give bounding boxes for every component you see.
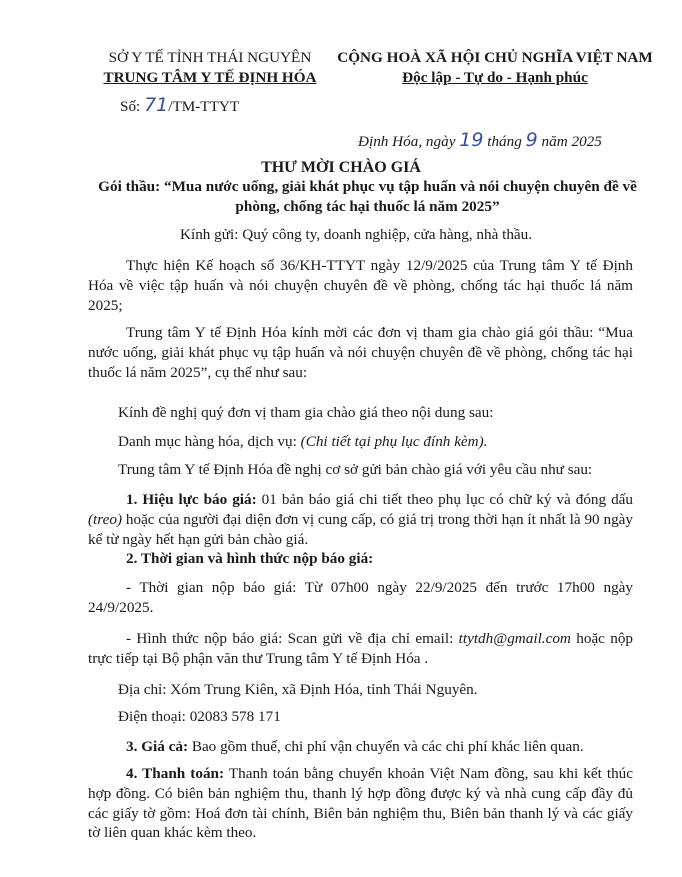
org-parent: SỞ Y TẾ TỈNH THÁI NGUYÊN <box>108 49 312 66</box>
section-price-heading: 3. Giá cả: <box>126 738 189 755</box>
submission-method-a: - Hình thức nộp báo giá: Scan gửi về địa chỉ email: <box>126 630 454 647</box>
date-month-label: tháng <box>487 133 522 150</box>
paragraph-requirements: Trung tâm Y tế Định Hóa đề nghị cơ sở gửi bản chào giá với yêu cầu như sau: <box>118 461 593 478</box>
section-validity-italic: (treo) <box>88 510 123 528</box>
package-name: Gói thầu: “Mua nước uống, giải khát phục vụ tập huấn và nói chuyện chuyên đề về phòng, chống tác hại thuốc lá năm 2025” <box>98 178 637 215</box>
section-price-text: Bao gồm thuế, chi phí vận chuyển và các chi phí khác liên quan. <box>191 738 584 755</box>
date-month-handwritten: 9 <box>525 129 538 151</box>
document-title: THƯ MỜI CHÀO GIÁ <box>261 159 421 176</box>
paragraph-plan: Thực hiện Kế hoạch số 36/KH-TTYT ngày 12/9/2025 của Trung tâm Y tế Định Hóa về việc tập huấn và nói chuyện chuyên đề về phòng, chống tác hại thuốc lá năm 2025; <box>88 257 633 314</box>
goods-list-text: Danh mục hàng hóa, dịch vụ: <box>118 433 297 450</box>
paragraph-request: Kính đề nghị quý đơn vị tham gia chào giá theo nội dung sau: <box>118 404 494 421</box>
paragraph-goods-list <box>118 432 633 452</box>
recipients: Kính gửi: Quý công ty, doanh nghiệp, cửa hàng, nhà thầu. <box>180 226 533 243</box>
submission-time: - Thời gian nộp báo giá: Từ 07h00 ngày 22/9/2025 đến trước 17h00 ngày 24/9/2025. <box>88 579 633 616</box>
goods-list-note: (Chi tiết tại phụ lục đính kèm). <box>300 433 488 450</box>
issuing-organization <box>60 48 360 88</box>
so-label: Số: <box>120 98 141 115</box>
section-price <box>88 737 633 757</box>
section-payment-text: Thanh toán bằng chuyển khoản Việt Nam đồng, sau khi kết thúc hợp đồng. Có biên bản nghiệm thu, thanh lý hợp đồng được ký và nhà cung cấp đầy đủ các giấy tờ gồm: Hoá đơn tài chính, Biên bản nghiệm thu, Biên bản thanh lý và các giấy tờ liên quan khác kèm theo. <box>88 765 633 842</box>
document-number <box>120 93 239 118</box>
section-validity-text-a: 01 bản báo giá chi tiết theo phụ lục có chữ ký và đóng dấu <box>261 491 634 508</box>
date-year: năm 2025 <box>541 133 602 150</box>
so-number-handwritten: 71 <box>144 94 169 116</box>
section-validity <box>88 490 633 549</box>
nation-name: CỘNG HOÀ XÃ HỘI CHỦ NGHĨA VIỆT NAM <box>337 49 653 66</box>
submission-method-b: hoặc nộp trực tiếp tại Bộ phận văn thư Trung tâm Y tế Định Hóa . <box>88 630 634 667</box>
section-validity-text-b: hoặc của người đại diện đơn vị cung cấp, có giá trị trong thời hạn ít nhất là 90 ngày kể từ ngày hết hạn gửi bản chào giá. <box>88 510 633 548</box>
paragraph-invitation: Trung tâm Y tế Định Hóa kính mời các đơn vị tham gia chào giá gói thầu: “Mua nước uống, giải khát phục vụ tập huấn và nói chuyện chuyên đề về phòng, chống tác hại thuốc lá năm 2025”, cụ thể như sau: <box>88 324 633 381</box>
submission-method <box>88 629 633 669</box>
phone: Điện thoại: 02083 578 171 <box>118 708 281 725</box>
national-header <box>320 48 670 88</box>
section-validity-heading: 1. Hiệu lực báo giá: <box>126 491 257 508</box>
document-date <box>358 128 602 153</box>
nation-motto: Độc lập - Tự do - Hạnh phúc <box>402 68 588 86</box>
org-name: TRUNG TÂM Y TẾ ĐỊNH HÓA <box>103 68 317 86</box>
section-payment <box>88 764 633 843</box>
so-suffix: /TM-TTYT <box>168 98 240 115</box>
section-submission-heading: 2. Thời gian và hình thức nộp báo giá: <box>126 550 374 567</box>
section-payment-heading: 4. Thanh toán: <box>126 765 225 782</box>
date-prefix: Định Hóa, ngày <box>358 133 456 150</box>
email-address: ttytdh@gmail.com <box>458 630 571 647</box>
date-day-handwritten: 19 <box>459 129 484 151</box>
address: Địa chỉ: Xóm Trung Kiên, xã Định Hóa, tỉnh Thái Nguyên. <box>118 681 478 698</box>
